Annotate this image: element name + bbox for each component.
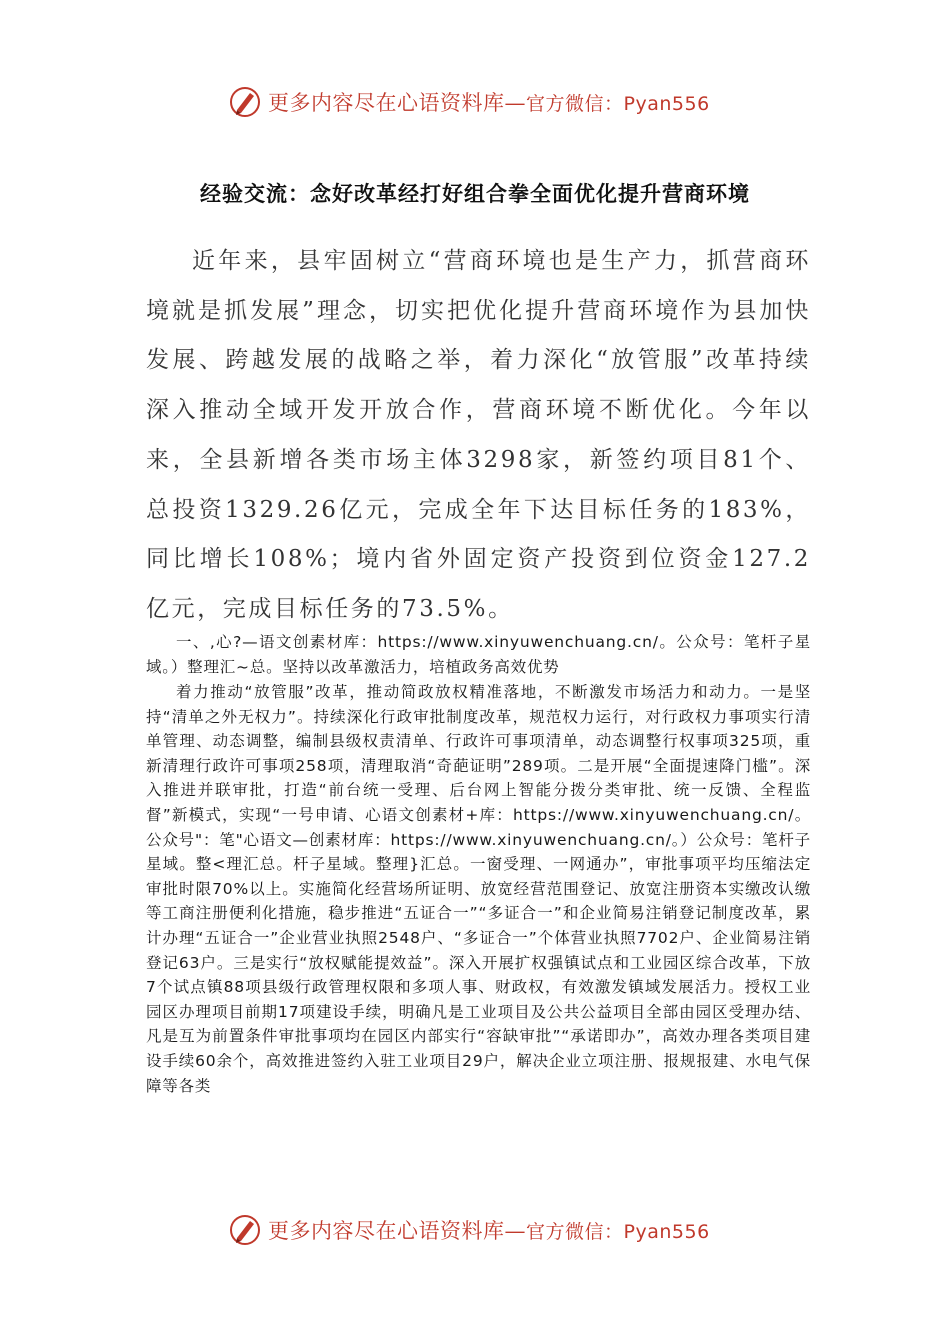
body-paragraph: 着力推动“放管服”改革，推动简政放权精准落地，不断激发市场活力和动力。一是坚持“清单之外无权力”。持续深化行政审批制度改革，规范权力运行，对行政权力事项实行清单管理、动态调整，编制县级权责清单、行政许可事项清单，动态调整行权事项325项，重新清理行政许可事项258项，清理取消“奇葩证明”289项。二是开展“全面提速降门槛”。深入推进并联审批，打造“前台统一受理、后台网上智能分拨分类审批、统一反馈、全程监督”新模式，实现“一号申请、心语文创素材+库：https://www.xinyuwenchuang.cn/。公众号"：笔"心语文—创素材库：https://www.xinyuwenchuang.cn/。）公众号：笔杆子星域。整<理汇总。杆子星域。整理}汇总。一窗受理、一网通办”，审批事项平均压缩法定审批时限70%以上。实施简化经营场所证明、放宽经营范围登记、放宽注册资本实缴改认缴等工商注册便利化措施，稳步推进“五证合一”“多证合一”和企业简易注销登记制度改革，累计办理“五证合一”企业营业执照2548户、“多证合一”个体营业执照7702户、企业简易注销登记63户。三是实行“放权赋能提效益”。深入开展扩权强镇试点和工业园区综合改革，下放7个试点镇88项县级行政管理权限和多项人事、财政权，有效激发镇域发展活力。授权工业园区办理项目前期17项建设手续，明确凡是工业项目及公共公益项目全部由园区受理办结、凡是互为前置条件审批事项均在园区内部实行“容缺审批”“承诺即办”，高效办理各类项目建设手续60余个，高效推进签约入驻工业项目29户，解决企业立项注册、报规报建、水电气保障等各类	[146, 683, 811, 1095]
section-heading: 一、,心?—语文创素材库：https://www.xinyuwenchuang.cn/。公众号：笔杆子星域。）整理汇~总。坚持以改革激活力，培植政务高效优势	[146, 633, 811, 676]
watermark-banner-bottom	[228, 1210, 788, 1250]
watermark-text: 更多内容尽在心语资料库—官方微信：Pyan556	[268, 91, 710, 115]
intro-paragraph: 近年来，县牢固树立“营商环境也是生产力，抓营商环境就是抓发展”理念，切实把优化提升营商环境作为县加快发展、跨越发展的战略之举，着力深化“放管服”改革持续深入推动全域开发开放合作，营商环境不断优化。今年以来，全县新增各类市场主体3298家，新签约项目81个、总投资1329.26亿元，完成全年下达目标任务的183%，同比增长108%；境内省外固定资产投资到位资金127.2亿元，完成目标任务的73.5%。	[146, 248, 811, 622]
watermark-banner-top	[228, 82, 788, 122]
pen-logo-icon	[228, 85, 262, 119]
page-title: 经验交流：念好改革经打好组合拳全面优化提升营商环境	[200, 181, 750, 206]
watermark-text: 更多内容尽在心语资料库—官方微信：Pyan556	[268, 1219, 710, 1243]
pen-logo-icon	[228, 1213, 262, 1247]
